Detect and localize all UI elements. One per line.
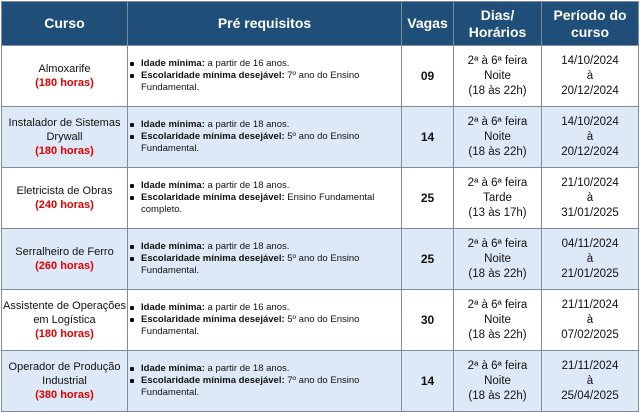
- periodo-inicio: 14/10/2024: [561, 115, 619, 128]
- escolaridade-value: Ensino Fundamental completo.: [141, 192, 375, 215]
- vagas-cell: 30: [402, 290, 454, 351]
- requisitos-cell: [128, 290, 402, 351]
- escolaridade-label: Escolaridade mínima desejável:: [141, 70, 285, 81]
- dias-semana: 2ª à 6ª feira: [467, 176, 528, 189]
- periodo-cell: [542, 229, 639, 290]
- idade-value: a partir de 16 anos.: [207, 58, 290, 69]
- periodo-separador: à: [586, 252, 594, 265]
- escolaridade-value: 7º ano do Ensino Fundamental.: [141, 375, 360, 398]
- periodo-cell: [542, 290, 639, 351]
- turno: Noite: [484, 69, 511, 82]
- requisitos-list: [128, 58, 401, 94]
- curso-hours: (260 horas): [35, 260, 94, 272]
- header-periodo: Período do curso: [542, 2, 639, 46]
- horario: (18 às 22h): [468, 389, 527, 402]
- dias-semana: 2ª à 6ª feira: [467, 115, 528, 128]
- periodo-inicio: 04/11/2024: [561, 237, 619, 250]
- horario: (18 às 22h): [468, 328, 527, 341]
- dias-cell: [454, 46, 542, 107]
- requisitos-list: [128, 363, 401, 399]
- idade-label: Idade mínima:: [141, 180, 205, 191]
- curso-cell: [2, 351, 128, 412]
- curso-name: Assistente de Operações em Logística: [3, 300, 126, 326]
- periodo-inicio: 21/11/2024: [561, 298, 619, 311]
- escolaridade-label: Escolaridade mínima desejável:: [141, 192, 285, 203]
- escolaridade-label: Escolaridade mínima desejável:: [141, 131, 285, 142]
- dias-semana: 2ª à 6ª feira: [467, 298, 528, 311]
- requisito-idade: [128, 302, 401, 314]
- requisitos-list: [128, 241, 401, 277]
- table-row: [2, 229, 639, 290]
- requisitos-cell: [128, 351, 402, 412]
- curso-hours: (180 horas): [35, 145, 94, 157]
- dias-cell: [454, 229, 542, 290]
- header-requisitos: Pré requisitos: [128, 2, 402, 46]
- escolaridade-label: Escolaridade mínima desejável:: [141, 314, 285, 325]
- turno: Noite: [484, 252, 511, 265]
- periodo-fim: 21/01/2025: [561, 267, 619, 280]
- horario: (18 às 22h): [468, 84, 527, 97]
- dias-cell: [454, 290, 542, 351]
- vagas-cell: 14: [402, 107, 454, 168]
- escolaridade-label: Escolaridade mínima desejável:: [141, 253, 285, 264]
- escolaridade-value: 5º ano do Ensino Fundamental.: [141, 253, 360, 276]
- idade-label: Idade mínima:: [141, 241, 205, 252]
- curso-cell: [2, 290, 128, 351]
- requisito-escolaridade: [128, 375, 401, 399]
- idade-label: Idade mínima:: [141, 58, 205, 69]
- vagas-cell: 25: [402, 229, 454, 290]
- requisito-escolaridade: [128, 253, 401, 277]
- curso-cell: [2, 229, 128, 290]
- periodo-cell: [542, 107, 639, 168]
- periodo-inicio: 14/10/2024: [561, 54, 619, 67]
- table-row: [2, 168, 639, 229]
- requisitos-cell: [128, 229, 402, 290]
- vagas-cell: 14: [402, 351, 454, 412]
- escolaridade-value: 7º ano do Ensino Fundamental.: [141, 70, 360, 93]
- requisito-escolaridade: [128, 70, 401, 94]
- horario: (13 às 17h): [468, 206, 527, 219]
- curso-hours: (380 horas): [35, 389, 94, 401]
- requisitos-cell: [128, 107, 402, 168]
- curso-name: Instalador de Sistemas Drywall: [8, 117, 121, 143]
- dias-semana: 2ª à 6ª feira: [467, 54, 528, 67]
- curso-name: Eletricista de Obras: [16, 185, 113, 197]
- requisito-idade: [128, 363, 401, 375]
- idade-label: Idade mínima:: [141, 119, 205, 130]
- requisito-idade: [128, 119, 401, 131]
- periodo-cell: [542, 46, 639, 107]
- periodo-fim: 07/02/2025: [561, 328, 619, 341]
- turno: Tarde: [483, 191, 512, 204]
- requisito-escolaridade: [128, 131, 401, 155]
- table-row: [2, 351, 639, 412]
- idade-value: a partir de 16 anos.: [207, 302, 290, 313]
- idade-label: Idade mínima:: [141, 302, 205, 313]
- requisito-idade: [128, 241, 401, 253]
- vagas-cell: 09: [402, 46, 454, 107]
- periodo-separador: à: [586, 69, 594, 82]
- turno: Noite: [484, 313, 511, 326]
- table-row: [2, 46, 639, 107]
- idade-value: a partir de 18 anos.: [207, 180, 290, 191]
- curso-cell: [2, 168, 128, 229]
- curso-name: Serralheiro de Ferro: [15, 246, 114, 258]
- curso-cell: [2, 46, 128, 107]
- curso-name: Operador de Produção Industrial: [8, 361, 121, 387]
- periodo-fim: 25/04/2025: [561, 389, 619, 402]
- table-row: [2, 290, 639, 351]
- dias-semana: 2ª à 6ª feira: [467, 237, 528, 250]
- courses-table: [1, 1, 639, 412]
- horario: (18 às 22h): [468, 267, 527, 280]
- curso-hours: (180 horas): [35, 328, 94, 340]
- header-dias: Dias/ Horários: [454, 2, 542, 46]
- escolaridade-value: 5º ano do Ensino Fundamental.: [141, 131, 360, 154]
- requisito-idade: [128, 58, 401, 70]
- periodo-separador: à: [586, 191, 594, 204]
- idade-value: a partir de 18 anos.: [207, 363, 290, 374]
- header-row: [2, 2, 639, 46]
- curso-name: Almoxarife: [38, 63, 91, 75]
- vagas-cell: 25: [402, 168, 454, 229]
- dias-cell: [454, 107, 542, 168]
- horario: (18 às 22h): [468, 145, 527, 158]
- idade-value: a partir de 18 anos.: [207, 119, 290, 130]
- header-vagas: Vagas: [402, 2, 454, 46]
- dias-semana: 2ª à 6ª feira: [467, 359, 528, 372]
- requisitos-cell: [128, 46, 402, 107]
- dias-cell: [454, 351, 542, 412]
- periodo-separador: à: [586, 130, 594, 143]
- periodo-separador: à: [586, 313, 594, 326]
- curso-hours: (180 horas): [35, 77, 94, 89]
- table-row: [2, 107, 639, 168]
- idade-value: a partir de 18 anos.: [207, 241, 290, 252]
- turno: Noite: [484, 374, 511, 387]
- requisitos-list: [128, 119, 401, 155]
- escolaridade-label: Escolaridade mínima desejável:: [141, 375, 285, 386]
- requisitos-list: [128, 180, 401, 216]
- periodo-inicio: 21/10/2024: [561, 176, 619, 189]
- periodo-cell: [542, 351, 639, 412]
- periodo-cell: [542, 168, 639, 229]
- requisito-idade: [128, 180, 401, 192]
- periodo-fim: 31/01/2025: [561, 206, 619, 219]
- dias-cell: [454, 168, 542, 229]
- curso-cell: [2, 107, 128, 168]
- periodo-fim: 20/12/2024: [561, 84, 619, 97]
- requisito-escolaridade: [128, 314, 401, 338]
- periodo-separador: à: [586, 374, 594, 387]
- turno: Noite: [484, 130, 511, 143]
- requisitos-list: [128, 302, 401, 338]
- requisito-escolaridade: [128, 192, 401, 216]
- periodo-inicio: 21/11/2024: [561, 359, 619, 372]
- periodo-fim: 20/12/2024: [561, 145, 619, 158]
- curso-hours: (240 horas): [35, 199, 94, 211]
- requisitos-cell: [128, 168, 402, 229]
- header-curso: Curso: [2, 2, 128, 46]
- idade-label: Idade mínima:: [141, 363, 205, 374]
- escolaridade-value: 5º ano do Ensino Fundamental.: [141, 314, 360, 337]
